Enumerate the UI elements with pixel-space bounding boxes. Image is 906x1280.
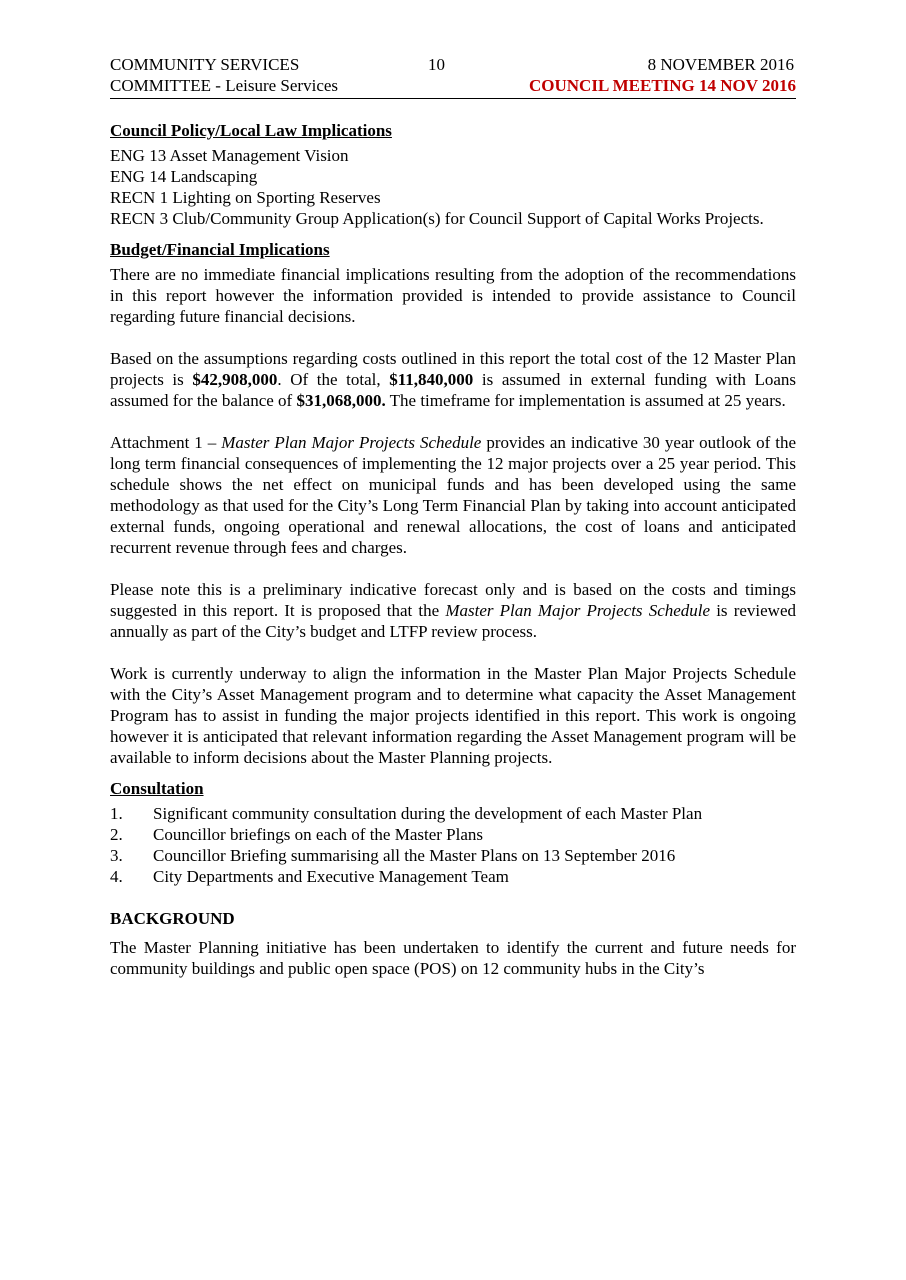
consultation-section (110, 778, 796, 887)
document-page (110, 54, 796, 979)
budget-paragraph-2: Based on the assumptions regarding costs outlined in this report the total cost of the 12 Master Plan projects is $42,908,000. Of the total, $11,840,000 is assumed in external funding with Loans assumed for the balance of $31,068,000. The timeframe for implementation is assumed at 25 years. (110, 349, 797, 410)
list-number: 2. (110, 825, 123, 844)
policy-item: RECN 3 Club/Community Group Application(s) for Council Support of Capital Works Projects. (110, 209, 764, 228)
header-left-line1: COMMUNITY SERVICES (110, 55, 300, 74)
budget-paragraph-4: Please note this is a preliminary indicative forecast only and is based on the costs and timings suggested in this report. It is proposed that the Master Plan Major Projects Schedule is reviewed annually as part of the City’s budget and LTFP review process. (110, 580, 796, 641)
budget-section (110, 239, 796, 768)
header-left-line2: COMMITTEE - Leisure Services (110, 76, 339, 95)
budget-paragraph-1: There are no immediate financial implications resulting from the adoption of the recommendations in this report however the information provided is intended to provide assistance to Council regarding future financial decisions. (110, 265, 796, 326)
background-section (110, 908, 796, 979)
council-meeting-stamp: COUNCIL MEETING 14 NOV 2016 (529, 76, 796, 95)
list-number: 3. (110, 846, 123, 865)
policy-item: ENG 13 Asset Management Vision (110, 146, 349, 165)
policy-section (110, 120, 796, 229)
page-number: 10 (428, 55, 445, 74)
header-date: 8 NOVEMBER 2016 (647, 55, 794, 74)
list-number: 1. (110, 804, 123, 823)
list-item (110, 824, 796, 845)
background-heading: BACKGROUND (110, 909, 235, 928)
list-text: Councillor Briefing summarising all the Master Plans on 13 September 2016 (153, 846, 676, 865)
budget-paragraph-5: Work is currently underway to align the information in the Master Plan Major Projects Schedule with the City’s Asset Management program and to determine what capacity the Asset Management Program has to assist in funding the major projects identified in this report. This work is ongoing however it is anticipated that relevant information regarding the Asset Management program will be available to inform decisions about the Master Planning projects. (110, 664, 796, 767)
policy-item: RECN 1 Lighting on Sporting Reserves (110, 188, 381, 207)
list-item (110, 866, 796, 887)
policy-heading: Council Policy/Local Law Implications (110, 121, 392, 140)
list-item (110, 803, 796, 824)
external-funding-value: $11,840,000 (389, 370, 474, 389)
list-text: Significant community consultation during the development of each Master Plan (153, 804, 703, 823)
loans-value: $31,068,000. (296, 391, 386, 410)
list-text: Councillor briefings on each of the Master Plans (153, 825, 484, 844)
budget-heading: Budget/Financial Implications (110, 240, 330, 259)
document-body (110, 99, 796, 979)
background-paragraph-1: The Master Planning initiative has been undertaken to identify the current and future needs for community buildings and public open space (POS) on 12 community hubs in the City’s (110, 938, 796, 978)
schedule-title: Master Plan Major Projects Schedule (445, 601, 711, 620)
list-number: 4. (110, 867, 123, 886)
schedule-title: Master Plan Major Projects Schedule (221, 433, 482, 452)
consultation-heading: Consultation (110, 779, 204, 798)
header-committee (110, 54, 338, 96)
total-cost-value: $42,908,000 (192, 370, 278, 389)
budget-paragraph-3: Attachment 1 – Master Plan Major Projects Schedule provides an indicative 30 year outlook of the long term financial consequences of implementing the 12 major projects over a 25 year period. This schedule shows the net effect on municipal funds and has been developed using the same methodology as that used for the City’s Long Term Financial Plan by taking into account anticipated external funds, ongoing operational and renewal allocations, the cost of loans and anticipated recurrent revenue through fees and charges. (110, 433, 796, 557)
policy-item: ENG 14 Landscaping (110, 167, 258, 186)
page-header (110, 54, 796, 99)
list-text: City Departments and Executive Management Team (153, 867, 509, 886)
list-item (110, 845, 796, 866)
